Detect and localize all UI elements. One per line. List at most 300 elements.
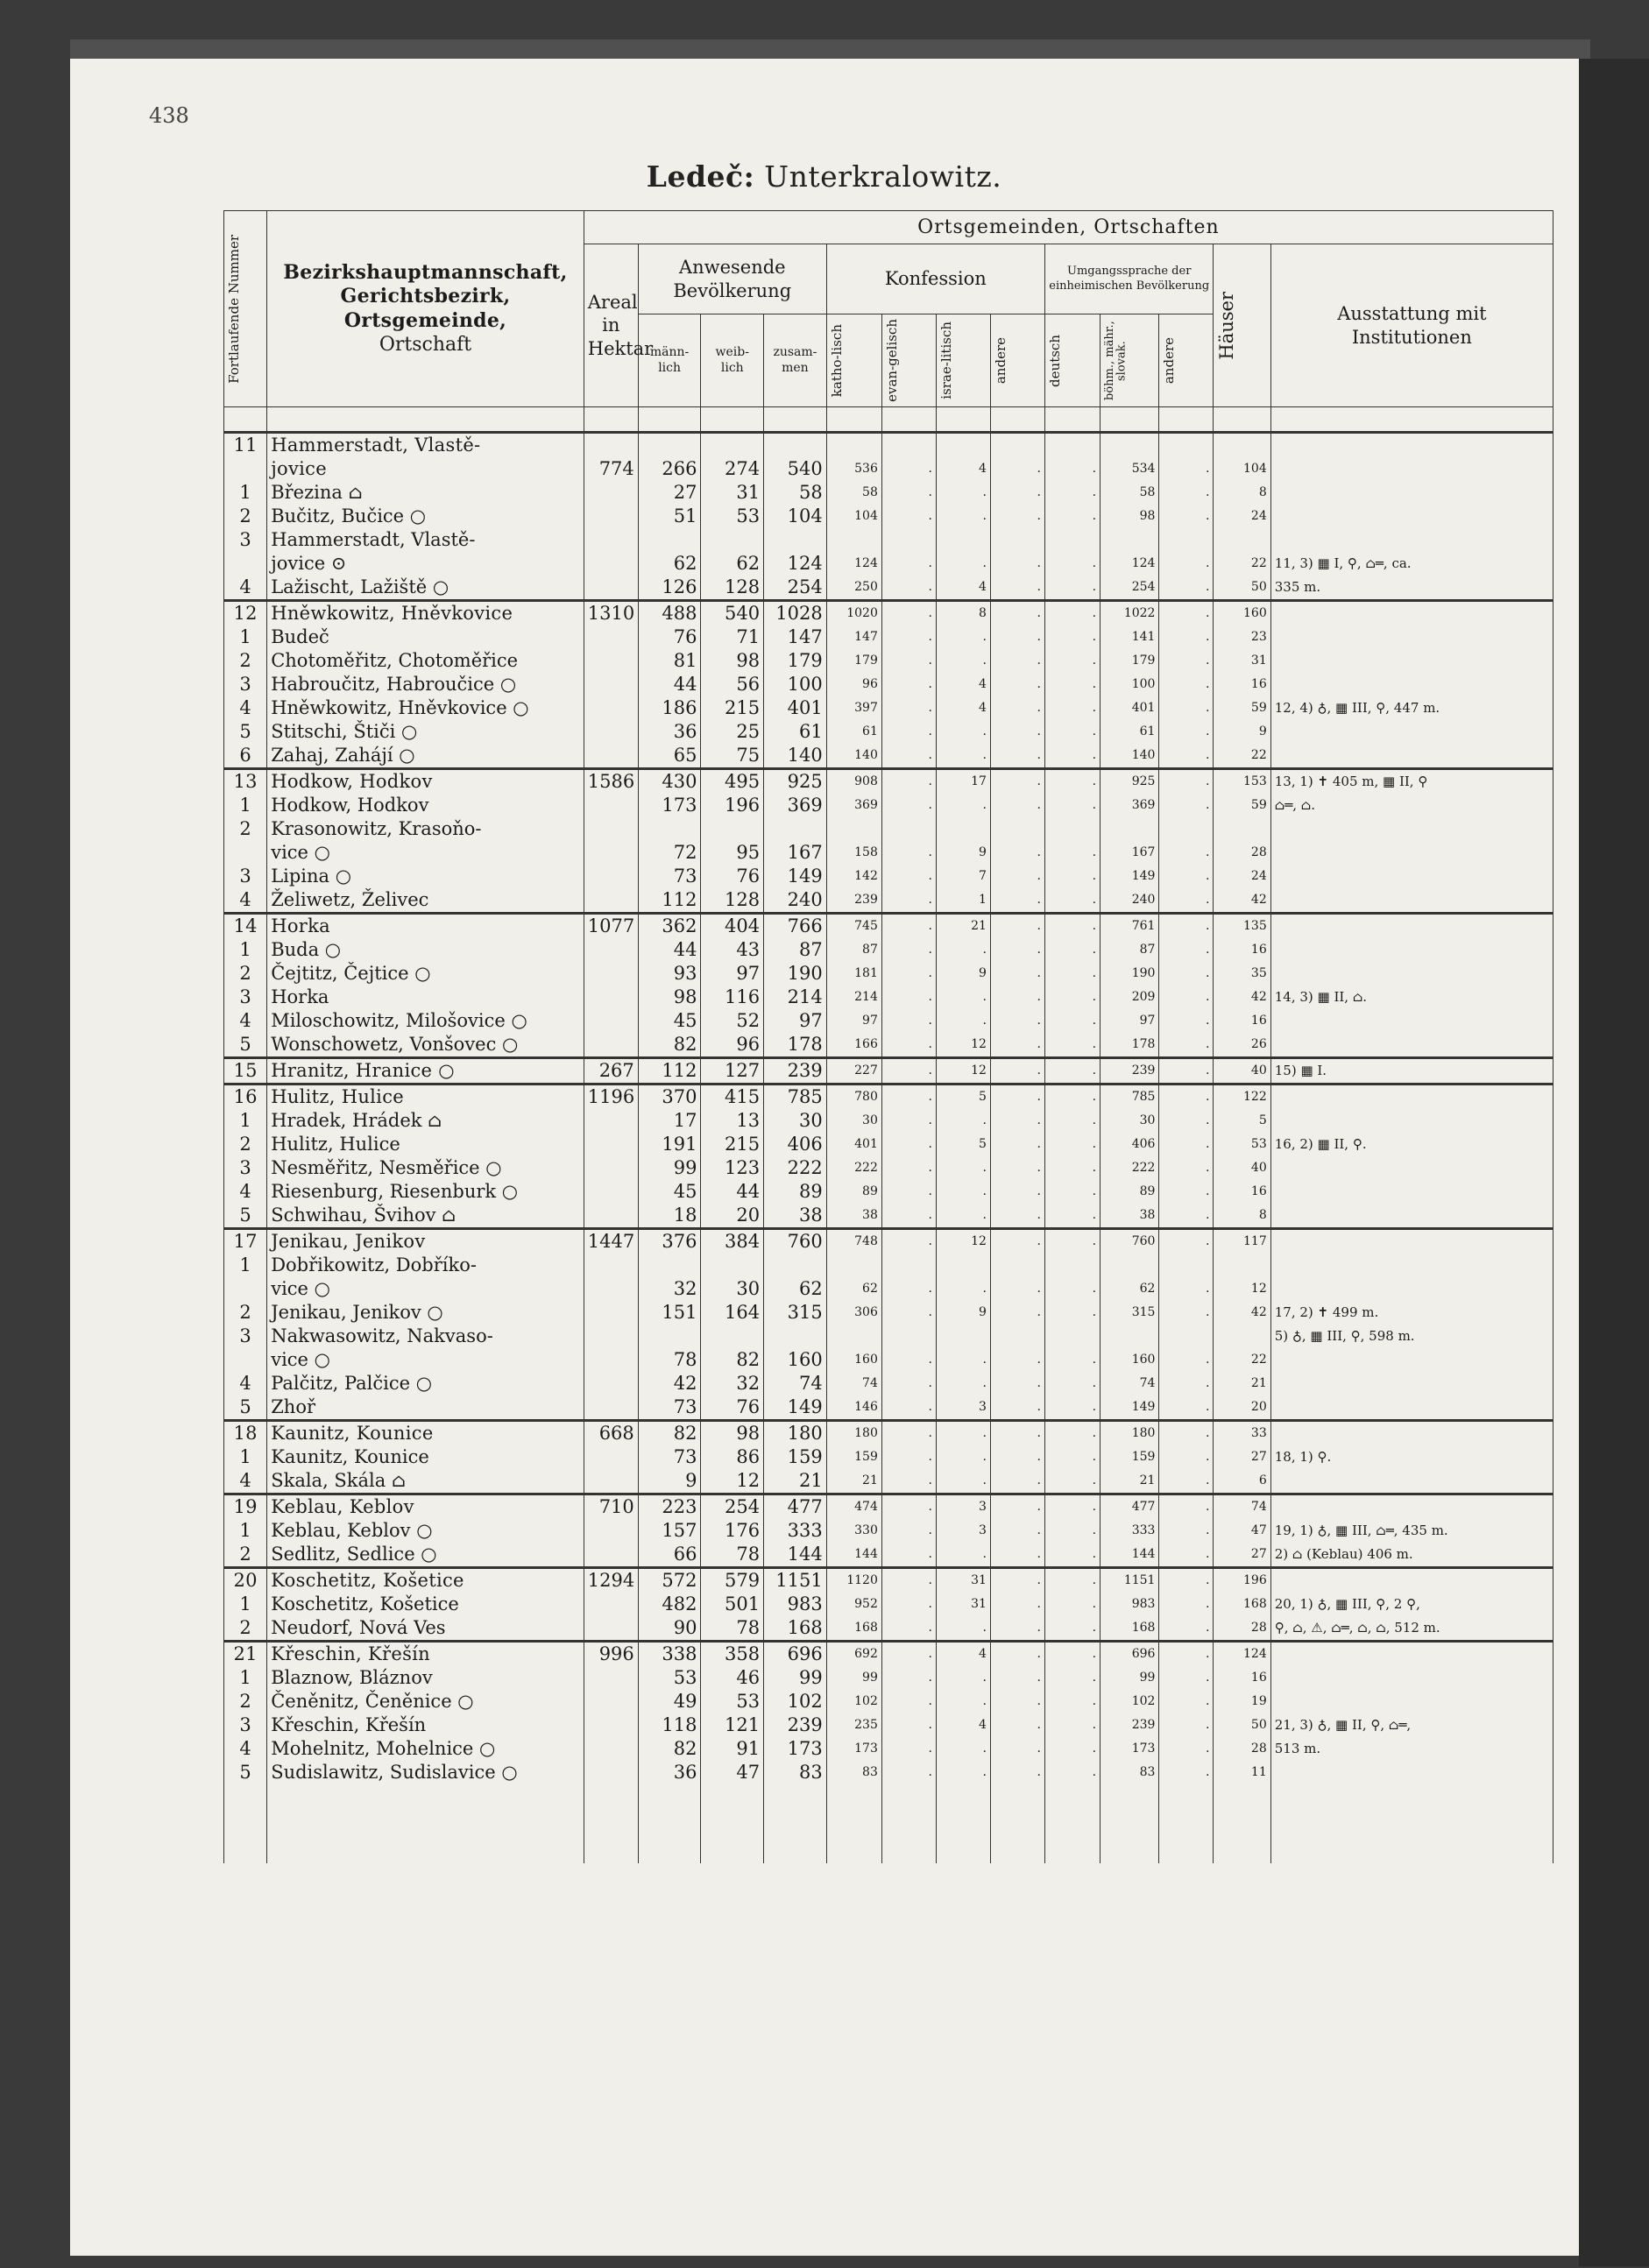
cell-isr: 3 xyxy=(936,1519,990,1543)
cell-areal xyxy=(584,576,638,601)
cell-and2: . xyxy=(1159,841,1214,865)
table-row xyxy=(224,769,1553,795)
cell-m: 78 xyxy=(638,1348,701,1372)
place-name: Chotoměřitz, Chotoměřice xyxy=(267,649,584,673)
header-deutsch xyxy=(1044,314,1100,407)
row-number: 2 xyxy=(224,1133,267,1156)
cell-bo: 140 xyxy=(1101,744,1159,769)
cell-areal xyxy=(584,865,638,888)
institutions-cell xyxy=(1270,817,1553,841)
cell-kat: 166 xyxy=(826,1033,881,1058)
cell-isr: . xyxy=(936,986,990,1009)
cell-and: . xyxy=(990,769,1044,795)
cell-bo: 222 xyxy=(1101,1156,1159,1180)
table-row xyxy=(224,1593,1553,1616)
cell-m: 82 xyxy=(638,1421,701,1446)
cell-and: . xyxy=(990,505,1044,528)
cell-kat: 745 xyxy=(826,914,881,939)
cell-and2: . xyxy=(1159,1642,1214,1667)
cell-w: 91 xyxy=(701,1737,764,1761)
place-name: vice ○ xyxy=(267,1277,584,1301)
cell-bo: 240 xyxy=(1101,888,1159,914)
table-row xyxy=(224,1761,1553,1784)
cell-m: 73 xyxy=(638,1445,701,1469)
header-andere2-label: andere xyxy=(1161,336,1178,385)
cell-areal: 1196 xyxy=(584,1085,638,1110)
cell-areal: 774 xyxy=(584,457,638,481)
cell-areal: 668 xyxy=(584,1421,638,1446)
cell-w: 358 xyxy=(701,1642,764,1667)
cell-de: . xyxy=(1044,1421,1100,1446)
cell-z xyxy=(764,817,827,841)
cell-bo: 173 xyxy=(1101,1737,1159,1761)
cell-and: . xyxy=(990,1009,1044,1033)
cell-m: 112 xyxy=(638,888,701,914)
cell-and2: . xyxy=(1159,1085,1214,1110)
cell-ev: . xyxy=(881,1421,936,1446)
place-name: Zhoř xyxy=(267,1395,584,1421)
cell-kat: 952 xyxy=(826,1593,881,1616)
institutions-cell xyxy=(1270,962,1553,986)
trailing-cell xyxy=(701,1784,764,1863)
cell-kat: 158 xyxy=(826,841,881,865)
header-weiblich: weib-lich xyxy=(701,314,764,407)
place-name: Habroučitz, Habroučice ○ xyxy=(267,673,584,696)
table-row xyxy=(224,433,1553,458)
place-name: Koschetitz, Košetice xyxy=(267,1593,584,1616)
cell-z xyxy=(764,1325,827,1348)
row-number: 2 xyxy=(224,817,267,841)
cell-bo: 925 xyxy=(1101,769,1159,795)
header-umgangssprache: Umgangssprache der einheimischen Bevölkerung xyxy=(1044,244,1214,314)
cell-isr: . xyxy=(936,649,990,673)
cell-areal xyxy=(584,505,638,528)
cell-areal xyxy=(584,1033,638,1058)
cell-kat: 250 xyxy=(826,576,881,601)
table-row xyxy=(224,744,1553,769)
cell-de: . xyxy=(1044,649,1100,673)
institutions-cell xyxy=(1270,1109,1553,1133)
cell-z: 760 xyxy=(764,1229,827,1254)
cell-isr: . xyxy=(936,1156,990,1180)
cell-areal xyxy=(584,986,638,1009)
institutions-cell: 20, 1) ♁, ▦ III, ⚲, 2 ⚲, xyxy=(1270,1593,1553,1616)
cell-ev: . xyxy=(881,1761,936,1784)
cell-areal xyxy=(584,1616,638,1642)
place-name: Jenikau, Jenikov xyxy=(267,1229,584,1254)
institutions-cell xyxy=(1270,888,1553,914)
cell-kat xyxy=(826,1325,881,1348)
cell-de: . xyxy=(1044,1761,1100,1784)
cell-areal xyxy=(584,1325,638,1348)
cell-bo: 333 xyxy=(1101,1519,1159,1543)
cell-de: . xyxy=(1044,1301,1100,1325)
cell-bo: 89 xyxy=(1101,1180,1159,1204)
cell-m: 151 xyxy=(638,1301,701,1325)
cell-h: 135 xyxy=(1214,914,1270,939)
cell-de: . xyxy=(1044,505,1100,528)
cell-m: 191 xyxy=(638,1133,701,1156)
cell-h: 22 xyxy=(1214,552,1270,576)
cell-m: 72 xyxy=(638,841,701,865)
institutions-cell xyxy=(1270,841,1553,865)
header-andere-label: andere xyxy=(992,336,1009,385)
cell-m: 376 xyxy=(638,1229,701,1254)
institutions-cell: 13, 1) ✝ 405 m, ▦ II, ⚲ xyxy=(1270,769,1553,795)
row-number: 20 xyxy=(224,1568,267,1593)
cell-bo: 168 xyxy=(1101,1616,1159,1642)
trailing-cell xyxy=(267,1784,584,1863)
cell-kat: 180 xyxy=(826,1421,881,1446)
header-israelitisch xyxy=(936,314,990,407)
table-row xyxy=(224,841,1553,865)
cell-and2 xyxy=(1159,433,1214,458)
cell-areal: 1447 xyxy=(584,1229,638,1254)
cell-bo: 254 xyxy=(1101,576,1159,601)
cell-z: 222 xyxy=(764,1156,827,1180)
place-name: Dobřikowitz, Dobříko- xyxy=(267,1254,584,1277)
cell-isr: 3 xyxy=(936,1395,990,1421)
cell-m: 49 xyxy=(638,1690,701,1713)
cell-areal xyxy=(584,817,638,841)
cell-ev: . xyxy=(881,1085,936,1110)
cell-de: . xyxy=(1044,914,1100,939)
cell-h: 28 xyxy=(1214,1616,1270,1642)
cell-w: 78 xyxy=(701,1543,764,1568)
place-name: Křeschin, Křešín xyxy=(267,1642,584,1667)
table-row xyxy=(224,552,1553,576)
cell-kat: 124 xyxy=(826,552,881,576)
cell-z: 925 xyxy=(764,769,827,795)
institutions-cell xyxy=(1270,1372,1553,1395)
cell-m xyxy=(638,817,701,841)
table-body xyxy=(224,407,1553,1864)
table-row xyxy=(224,1395,1553,1421)
table-row xyxy=(224,1156,1553,1180)
row-number xyxy=(224,1348,267,1372)
cell-and: . xyxy=(990,1469,1044,1494)
cell-ev: . xyxy=(881,649,936,673)
page-number: 438 xyxy=(149,103,189,128)
page-title xyxy=(0,159,1648,194)
cell-kat: 159 xyxy=(826,1445,881,1469)
institutions-cell: 21, 3) ♁, ▦ II, ⚲, ⌂═, xyxy=(1270,1713,1553,1737)
cell-de xyxy=(1044,528,1100,552)
cell-and: . xyxy=(990,1348,1044,1372)
cell-z: 104 xyxy=(764,505,827,528)
cell-areal xyxy=(584,938,638,962)
cell-areal xyxy=(584,962,638,986)
cell-kat: 168 xyxy=(826,1616,881,1642)
cell-kat: 89 xyxy=(826,1180,881,1204)
cell-bo: 477 xyxy=(1101,1494,1159,1520)
cell-bo: 149 xyxy=(1101,865,1159,888)
cell-ev: . xyxy=(881,1445,936,1469)
row-number: 4 xyxy=(224,696,267,720)
cell-h: 16 xyxy=(1214,673,1270,696)
place-name: Blaznow, Bláznov xyxy=(267,1666,584,1690)
table-row xyxy=(224,720,1553,744)
cell-isr: 4 xyxy=(936,1713,990,1737)
cell-areal xyxy=(584,1348,638,1372)
cell-de: . xyxy=(1044,1469,1100,1494)
place-name: Lažischt, Lažiště ○ xyxy=(267,576,584,601)
cell-de: . xyxy=(1044,1690,1100,1713)
cell-bo: 239 xyxy=(1101,1713,1159,1737)
institutions-cell xyxy=(1270,1009,1553,1033)
cell-w: 123 xyxy=(701,1156,764,1180)
cell-w: 501 xyxy=(701,1593,764,1616)
place-name: Nesměřitz, Nesměřice ○ xyxy=(267,1156,584,1180)
cell-z: 147 xyxy=(764,625,827,649)
trailing-cell xyxy=(1101,1784,1159,1863)
cell-w: 116 xyxy=(701,986,764,1009)
cell-m: 9 xyxy=(638,1469,701,1494)
cell-and2: . xyxy=(1159,1180,1214,1204)
cell-z: 87 xyxy=(764,938,827,962)
cell-m: 488 xyxy=(638,601,701,626)
row-number: 2 xyxy=(224,962,267,986)
cell-and2: . xyxy=(1159,649,1214,673)
cell-bo: 124 xyxy=(1101,552,1159,576)
cell-z: 180 xyxy=(764,1421,827,1446)
cell-and: . xyxy=(990,841,1044,865)
institutions-cell: 335 m. xyxy=(1270,576,1553,601)
cell-ev: . xyxy=(881,1543,936,1568)
cell-and: . xyxy=(990,1204,1044,1229)
cell-and2: . xyxy=(1159,794,1214,817)
cell-m: 82 xyxy=(638,1033,701,1058)
cell-h: 42 xyxy=(1214,888,1270,914)
cell-bo xyxy=(1101,1325,1159,1348)
title-rest: Unterkralowitz. xyxy=(754,159,1002,194)
table-row xyxy=(224,673,1553,696)
table-row xyxy=(224,1713,1553,1737)
header-spacer-row xyxy=(224,407,1553,433)
cell-kat: 173 xyxy=(826,1737,881,1761)
trailing-cell xyxy=(826,1784,881,1863)
spacer-cell xyxy=(1044,407,1100,433)
institutions-cell xyxy=(1270,865,1553,888)
institutions-cell xyxy=(1270,1690,1553,1713)
cell-areal xyxy=(584,720,638,744)
row-number: 3 xyxy=(224,986,267,1009)
cell-and: . xyxy=(990,552,1044,576)
cell-kat: 102 xyxy=(826,1690,881,1713)
institutions-cell xyxy=(1270,1348,1553,1372)
cell-m: 65 xyxy=(638,744,701,769)
table-row xyxy=(224,601,1553,626)
cell-w: 52 xyxy=(701,1009,764,1033)
cell-m: 62 xyxy=(638,552,701,576)
cell-h: 35 xyxy=(1214,962,1270,986)
cell-w: 25 xyxy=(701,720,764,744)
cell-w: 215 xyxy=(701,1133,764,1156)
cell-kat xyxy=(826,433,881,458)
cell-and xyxy=(990,433,1044,458)
header-katholisch-label: katho-lisch xyxy=(828,323,845,398)
cell-ev: . xyxy=(881,888,936,914)
row-number: 11 xyxy=(224,433,267,458)
cell-kat: 99 xyxy=(826,1666,881,1690)
institutions-cell: 11, 3) ▦ I, ⚲, ⌂═, ca. xyxy=(1270,552,1553,576)
row-number: 5 xyxy=(224,1204,267,1229)
table-row xyxy=(224,1229,1553,1254)
cell-ev xyxy=(881,433,936,458)
cell-h xyxy=(1214,1254,1270,1277)
cell-areal: 996 xyxy=(584,1642,638,1667)
row-number: 1 xyxy=(224,481,267,505)
cell-and2: . xyxy=(1159,865,1214,888)
cell-and: . xyxy=(990,1761,1044,1784)
institutions-cell: 513 m. xyxy=(1270,1737,1553,1761)
cell-z: 766 xyxy=(764,914,827,939)
cell-and2: . xyxy=(1159,914,1214,939)
institutions-cell: ⌂═, ⌂. xyxy=(1270,794,1553,817)
cell-z: 62 xyxy=(764,1277,827,1301)
row-number: 13 xyxy=(224,769,267,795)
cell-and2: . xyxy=(1159,1204,1214,1229)
cell-w: 98 xyxy=(701,1421,764,1446)
cell-isr: . xyxy=(936,481,990,505)
cell-m: 126 xyxy=(638,576,701,601)
institutions-cell xyxy=(1270,1395,1553,1421)
cell-kat: 330 xyxy=(826,1519,881,1543)
cell-kat: 160 xyxy=(826,1348,881,1372)
cell-ev: . xyxy=(881,505,936,528)
cell-ev: . xyxy=(881,457,936,481)
cell-areal xyxy=(584,1180,638,1204)
trailing-cell xyxy=(224,1784,267,1863)
institutions-cell xyxy=(1270,481,1553,505)
cell-de: . xyxy=(1044,794,1100,817)
cell-de: . xyxy=(1044,1109,1100,1133)
header-nr-label: Fortlaufende Nummer xyxy=(226,234,242,384)
cell-de xyxy=(1044,1325,1100,1348)
row-number: 4 xyxy=(224,576,267,601)
place-name: jovice xyxy=(267,457,584,481)
cell-de xyxy=(1044,1254,1100,1277)
cell-z: 214 xyxy=(764,986,827,1009)
cell-w: 95 xyxy=(701,841,764,865)
cell-w xyxy=(701,433,764,458)
cell-ev: . xyxy=(881,1372,936,1395)
cell-w: 127 xyxy=(701,1058,764,1085)
institutions-cell: ⚲, ⌂, ⚠, ⌂═, ⌂, ⌂, 512 m. xyxy=(1270,1616,1553,1642)
cell-ev: . xyxy=(881,1301,936,1325)
cell-ev: . xyxy=(881,1690,936,1713)
cell-and xyxy=(990,528,1044,552)
cell-bo: 760 xyxy=(1101,1229,1159,1254)
spacer-cell xyxy=(1101,407,1159,433)
cell-h: 40 xyxy=(1214,1058,1270,1085)
cell-de: . xyxy=(1044,888,1100,914)
cell-isr: . xyxy=(936,1421,990,1446)
cell-areal xyxy=(584,1009,638,1033)
place-name: Hranitz, Hranice ○ xyxy=(267,1058,584,1085)
cell-w: 30 xyxy=(701,1277,764,1301)
row-number: 1 xyxy=(224,794,267,817)
cell-z: 179 xyxy=(764,649,827,673)
cell-areal xyxy=(584,528,638,552)
cell-kat: 147 xyxy=(826,625,881,649)
place-name: Hněwkowitz, Hněvkovice xyxy=(267,601,584,626)
cell-and: . xyxy=(990,1229,1044,1254)
cell-h: 12 xyxy=(1214,1277,1270,1301)
place-name: Hammerstadt, Vlastě- xyxy=(267,528,584,552)
table-row xyxy=(224,1372,1553,1395)
cell-de: . xyxy=(1044,625,1100,649)
cell-ev: . xyxy=(881,1469,936,1494)
cell-z: 149 xyxy=(764,865,827,888)
cell-m: 76 xyxy=(638,625,701,649)
cell-ev: . xyxy=(881,1494,936,1520)
cell-z xyxy=(764,1254,827,1277)
cell-areal xyxy=(584,1156,638,1180)
cell-and2: . xyxy=(1159,720,1214,744)
cell-and2: . xyxy=(1159,1469,1214,1494)
cell-de: . xyxy=(1044,769,1100,795)
cell-and: . xyxy=(990,962,1044,986)
cell-h: 5 xyxy=(1214,1109,1270,1133)
cell-areal xyxy=(584,1713,638,1737)
trailing-row xyxy=(224,1784,1553,1863)
cell-de: . xyxy=(1044,1543,1100,1568)
cell-bo: 62 xyxy=(1101,1277,1159,1301)
row-number: 2 xyxy=(224,649,267,673)
cell-and: . xyxy=(990,576,1044,601)
table-row xyxy=(224,1033,1553,1058)
cell-and: . xyxy=(990,1445,1044,1469)
row-number xyxy=(224,1277,267,1301)
cell-z: 173 xyxy=(764,1737,827,1761)
cell-areal xyxy=(584,1666,638,1690)
row-number: 3 xyxy=(224,528,267,552)
table-row xyxy=(224,986,1553,1009)
cell-areal xyxy=(584,1690,638,1713)
cell-bo: 83 xyxy=(1101,1761,1159,1784)
cell-bo: 100 xyxy=(1101,673,1159,696)
cell-w: 43 xyxy=(701,938,764,962)
row-number: 2 xyxy=(224,1690,267,1713)
cell-z: 159 xyxy=(764,1445,827,1469)
cell-ev: . xyxy=(881,601,936,626)
cell-h: 153 xyxy=(1214,769,1270,795)
cell-z: 178 xyxy=(764,1033,827,1058)
cell-z: 58 xyxy=(764,481,827,505)
cell-and: . xyxy=(990,625,1044,649)
cell-h: 16 xyxy=(1214,1180,1270,1204)
place-name: Křeschin, Křešín xyxy=(267,1713,584,1737)
cell-and: . xyxy=(990,888,1044,914)
cell-h: 26 xyxy=(1214,1033,1270,1058)
cell-z: 30 xyxy=(764,1109,827,1133)
cell-z: 160 xyxy=(764,1348,827,1372)
cell-kat: 227 xyxy=(826,1058,881,1085)
cell-m: 173 xyxy=(638,794,701,817)
institutions-cell xyxy=(1270,1568,1553,1593)
place-name: Skala, Skála ⌂ xyxy=(267,1469,584,1494)
cell-kat: 748 xyxy=(826,1229,881,1254)
cell-z: 477 xyxy=(764,1494,827,1520)
cell-h: 42 xyxy=(1214,1301,1270,1325)
cell-isr: 12 xyxy=(936,1033,990,1058)
row-number: 4 xyxy=(224,888,267,914)
cell-bo: 58 xyxy=(1101,481,1159,505)
cell-m: 99 xyxy=(638,1156,701,1180)
spacer-cell xyxy=(936,407,990,433)
cell-m: 338 xyxy=(638,1642,701,1667)
